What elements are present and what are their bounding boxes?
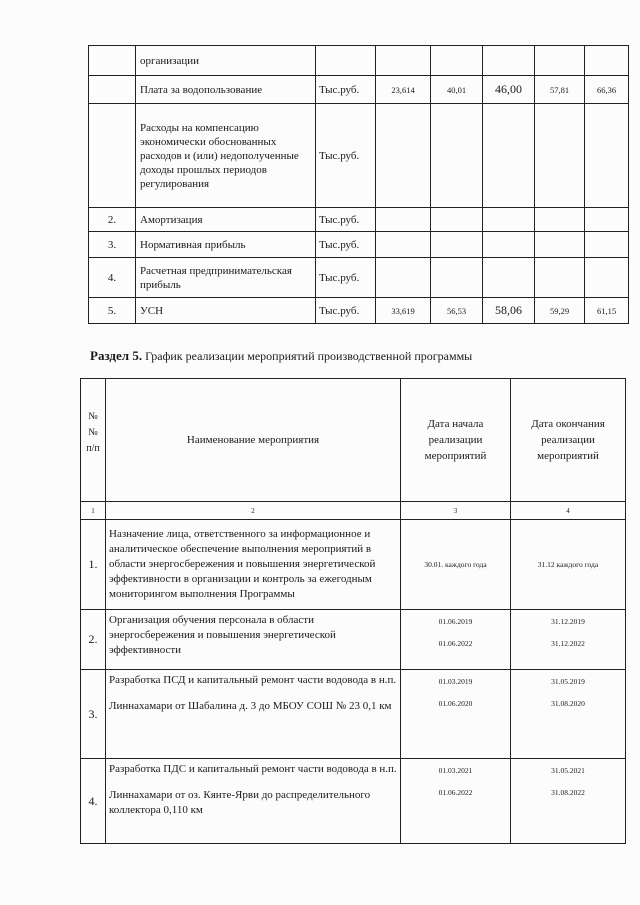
- value-cell: 56,53: [431, 298, 483, 324]
- start-dates: [401, 670, 511, 759]
- section-heading: [90, 348, 472, 364]
- row-index: 3.: [89, 232, 136, 258]
- table-row: [89, 104, 629, 208]
- header-num: №№ п/п: [81, 379, 106, 502]
- column-number-row: [81, 502, 626, 520]
- start-date: 01.03.2019: [438, 677, 473, 686]
- table-row: [89, 76, 629, 104]
- header-name: Наименование мероприятия: [106, 379, 401, 502]
- end-date: 31.08.2022: [551, 788, 585, 797]
- row-name-part: Линнахамари от оз. Кянте-Ярви до распределительного коллектора 0,110 км: [109, 789, 371, 816]
- table-row: [89, 298, 629, 324]
- table-row: [89, 258, 629, 298]
- col-number: 2: [106, 502, 401, 520]
- row-name: [106, 759, 401, 844]
- row-index: 5.: [89, 298, 136, 324]
- end-date: 31.05.2019: [551, 677, 585, 686]
- start-date: 01.06.2019: [438, 617, 473, 626]
- col-number: 1: [81, 502, 106, 520]
- end-date: 31.12.2019: [551, 617, 585, 626]
- row-index: 1.: [81, 520, 106, 610]
- value-cell: 23,614: [376, 76, 431, 104]
- end-date: 31.12 каждого года: [511, 520, 626, 610]
- row-unit: Тыс.руб.: [316, 258, 376, 298]
- row-index: 3.: [81, 670, 106, 759]
- row-unit: Тыс.руб.: [316, 298, 376, 324]
- row-name: Плата за водопользование: [136, 76, 316, 104]
- table-row: [81, 759, 626, 844]
- table-row: [89, 46, 629, 76]
- start-date: 01.06.2020: [438, 699, 473, 708]
- value-cell: 46,00: [483, 76, 535, 104]
- end-date: 31.05.2021: [551, 766, 585, 775]
- start-date: 01.03.2021: [438, 766, 473, 775]
- schedule-table: [80, 378, 626, 844]
- row-name: Амортизация: [136, 208, 316, 232]
- start-date: 30.01. каждого года: [401, 520, 511, 610]
- table-row: [89, 232, 629, 258]
- row-index: 2.: [81, 610, 106, 670]
- section-title-text: График реализации мероприятий производственной программы: [145, 349, 473, 363]
- value-cell: 58,06: [483, 298, 535, 324]
- value-cell: 40,01: [431, 76, 483, 104]
- header-end: Дата окончания реализации мероприятий: [511, 379, 626, 502]
- row-unit: Тыс.руб.: [316, 208, 376, 232]
- row-unit: Тыс.руб.: [316, 76, 376, 104]
- end-dates: [511, 670, 626, 759]
- section-label: Раздел 5.: [90, 348, 143, 363]
- row-name: УСН: [136, 298, 316, 324]
- value-cell: 59,29: [535, 298, 585, 324]
- table-row: [81, 610, 626, 670]
- row-name: Организация обучения персонала в области энергосбережения и повышения энергетической эффективности: [106, 610, 401, 670]
- value-cell: 57,81: [535, 76, 585, 104]
- header-row: [81, 379, 626, 502]
- row-name: Нормативная прибыль: [136, 232, 316, 258]
- table-row: [81, 670, 626, 759]
- value-cell: 66,36: [585, 76, 629, 104]
- table-row: [81, 520, 626, 610]
- row-unit: Тыс.руб.: [316, 232, 376, 258]
- finance-table: [88, 45, 629, 324]
- value-cell: 33,619: [376, 298, 431, 324]
- start-dates: [401, 610, 511, 670]
- row-name-part: Линнахамари от Шабалина д. 3 до МБОУ СОШ № 23 0,1 км: [109, 700, 392, 712]
- row-unit: Тыс.руб.: [316, 104, 376, 208]
- end-dates: [511, 610, 626, 670]
- row-name-part: Разработка ПДС и капитальный ремонт части водовода в н.п.: [109, 763, 397, 775]
- row-name: Расходы на компенсацию экономически обоснованных расходов и (или) недополученные доходы прошлых периодов регулирования: [136, 104, 316, 208]
- start-date: 01.06.2022: [438, 639, 473, 648]
- row-name: Назначение лица, ответственного за информационное и аналитическое обеспечение выполнения мероприятий в области энергосбережения и повышения энергетической эффективности в организации и контроль за ежегодным мониторингом выполнения Программы: [106, 520, 401, 610]
- end-date: 31.08.2020: [551, 699, 585, 708]
- table-row: [89, 208, 629, 232]
- value-cell: 61,15: [585, 298, 629, 324]
- start-date: 01.06.2022: [438, 788, 473, 797]
- row-name: Расчетная предпринимательская прибыль: [136, 258, 316, 298]
- row-index: 4.: [81, 759, 106, 844]
- end-date: 31.12.2022: [551, 639, 585, 648]
- start-dates: [401, 759, 511, 844]
- col-number: 4: [511, 502, 626, 520]
- row-name: организации: [136, 46, 316, 76]
- row-index: [89, 46, 136, 76]
- header-start: Дата начала реализации мероприятий: [401, 379, 511, 502]
- row-name-part: Разработка ПСД и капитальный ремонт части водовода в н.п.: [109, 674, 397, 686]
- col-number: 3: [401, 502, 511, 520]
- row-name: [106, 670, 401, 759]
- end-dates: [511, 759, 626, 844]
- row-index: 2.: [89, 208, 136, 232]
- row-index: 4.: [89, 258, 136, 298]
